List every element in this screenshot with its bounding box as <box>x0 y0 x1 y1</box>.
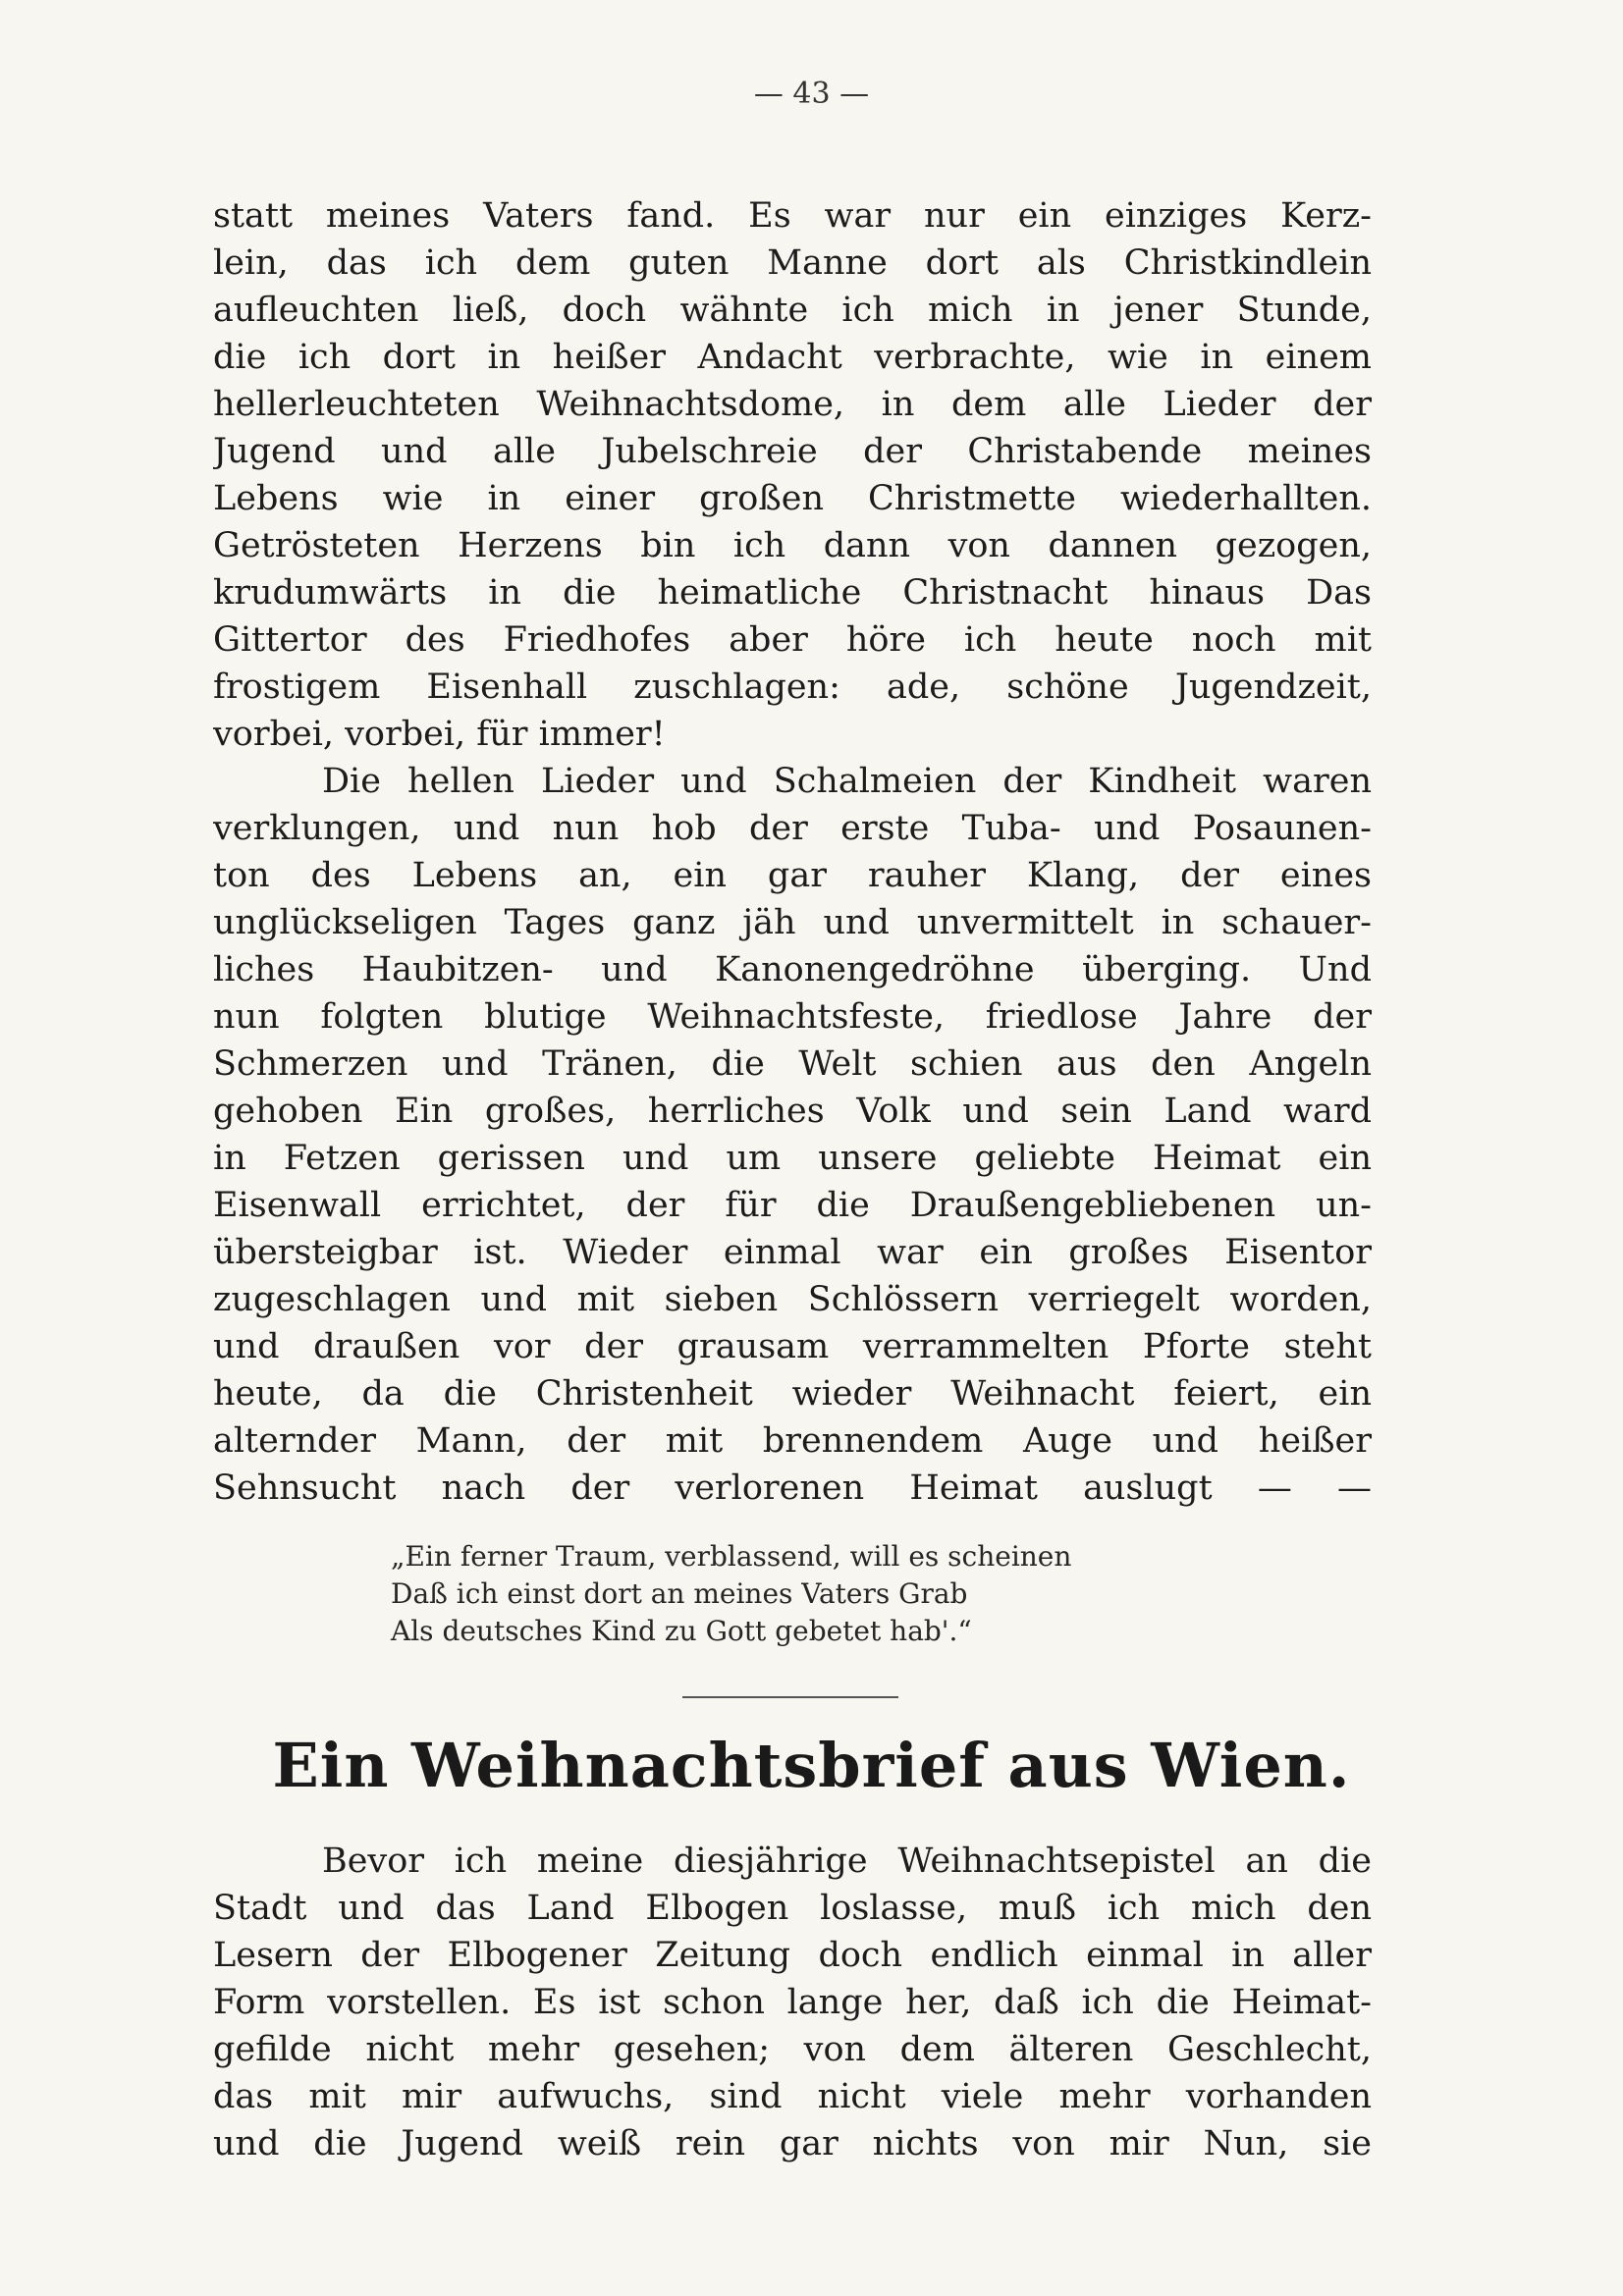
section-divider <box>682 1696 898 1698</box>
text-line: Getrösteten Herzens bin ich dann von dannen gezogen, <box>213 526 1372 565</box>
text-line: übersteigbar ist. Wieder einmal war ein großes Eisentor <box>213 1233 1372 1272</box>
text-line: Jugend und alle Jubelschreie der Christabende meines <box>213 432 1372 471</box>
text-line: unglückseligen Tages ganz jäh und unvermittelt in schauer- <box>213 903 1372 942</box>
verse-line: Daß ich einst dort an meines Vaters Grab <box>391 1577 968 1610</box>
text-line: statt meines Vaters fand. Es war nur ein einziges Kerz- <box>213 196 1372 236</box>
text-line: die ich dort in heißer Andacht verbrachte, wie in einem <box>213 338 1372 377</box>
text-line: verklungen, und nun hob der erste Tuba- und Posaunen- <box>213 809 1372 848</box>
text-line: Eisenwall errichtet, der für die Draußengebliebenen un- <box>213 1186 1372 1225</box>
text-line: hellerleuchteten Weihnachtsdome, in dem alle Lieder der <box>213 385 1372 424</box>
text-line: Bevor ich meine diesjährige Weihnachtsepistel an die <box>322 1842 1372 1881</box>
text-line: vorbei, vorbei, für immer! <box>213 715 666 754</box>
text-line: gehoben Ein großes, herrliches Volk und sein Land ward <box>213 1092 1372 1131</box>
text-line: und draußen vor der grausam verrammelten Pforte steht <box>213 1327 1372 1366</box>
text-line: alternder Mann, der mit brennendem Auge und heißer <box>213 1421 1372 1461</box>
section-heading: Ein Weihnachtsbrief aus Wien. <box>272 1730 1351 1801</box>
verse-line: „Ein ferner Traum, verblassend, will es scheinen <box>391 1540 1072 1573</box>
text-line: zugeschlagen und mit sieben Schlössern verriegelt worden, <box>213 1280 1372 1319</box>
text-line: aufleuchten ließ, doch wähnte ich mich in jener Stunde, <box>213 291 1372 330</box>
text-line: Sehnsucht nach der verlorenen Heimat auslugt — — <box>213 1468 1372 1508</box>
text-line: und die Jugend weiß rein gar nichts von mir Nun, sie <box>213 2124 1372 2163</box>
text-line: Schmerzen und Tränen, die Welt schien aus den Angeln <box>213 1044 1372 1084</box>
verse-line: Als deutsches Kind zu Gott gebetet hab'.“ <box>391 1615 972 1647</box>
text-line: frostigem Eisenhall zuschlagen: ade, schöne Jugendzeit, <box>213 667 1372 707</box>
page-number: — 43 — <box>753 77 870 111</box>
text-line: nun folgten blutige Weihnachtsfeste, friedlose Jahre der <box>213 997 1372 1037</box>
text-line: Gittertor des Friedhofes aber höre ich heute noch mit <box>213 620 1372 660</box>
text-line: gefilde nicht mehr gesehen; von dem älteren Geschlecht, <box>213 2030 1372 2069</box>
text-line: ton des Lebens an, ein gar rauher Klang, der eines <box>213 856 1372 895</box>
text-line: in Fetzen gerissen und um unsere geliebte Heimat ein <box>213 1139 1372 1178</box>
text-line: lein, das ich dem guten Manne dort als Christkindlein <box>213 243 1372 283</box>
text-line: liches Haubitzen- und Kanonengedröhne überging. Und <box>213 950 1372 989</box>
text-line: Die hellen Lieder und Schalmeien der Kindheit waren <box>322 762 1372 801</box>
text-line: Form vorstellen. Es ist schon lange her, daß ich die Heimat- <box>213 1983 1372 2022</box>
text-line: heute, da die Christenheit wieder Weihnacht feiert, ein <box>213 1374 1372 1414</box>
text-line: krudumwärts in die heimatliche Christnacht hinaus Das <box>213 573 1372 613</box>
text-line: Lebens wie in einer großen Christmette wiederhallten. <box>213 479 1372 518</box>
text-line: Lesern der Elbogener Zeitung doch endlich einmal in aller <box>213 1936 1372 1975</box>
text-line: Stadt und das Land Elbogen loslasse, muß ich mich den <box>213 1889 1372 1928</box>
text-line: das mit mir aufwuchs, sind nicht viele mehr vorhanden <box>213 2077 1372 2116</box>
